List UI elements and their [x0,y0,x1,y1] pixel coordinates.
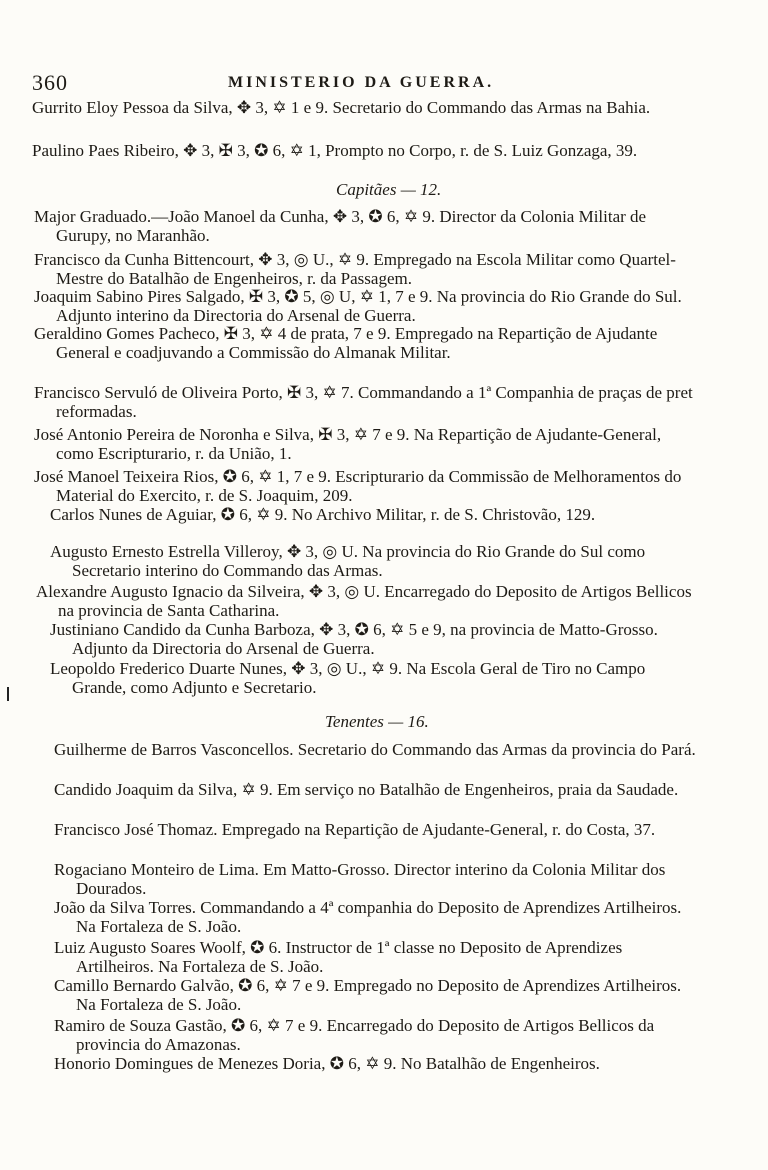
entry-jose-antonio: José Antonio Pereira de Noronha e Silva, ✠ 3, ✡ 7 e 9. Na Repartição de Ajudante-General, como Escripturario, r. da União, 1. [34,425,662,463]
entry-joao-manoel: Major Graduado.—João Manoel da Cunha, ✥ 3, ✪ 6, ✡ 9. Director da Colonia Militar de Gurupy, no Maranhão. [34,207,647,245]
entry-joao-torres: João da Silva Torres. Commandando a 4ª companhia do Deposito de Aprendizes Artilheiros. Na Fortaleza de S. João. [54,898,682,936]
entry-guilherme: Guilherme de Barros Vasconcellos. Secretario do Commando das Armas da provincia do Pará. [54,740,696,759]
entry-geraldino: Geraldino Gomes Pacheco, ✠ 3, ✡ 4 de prata, 7 e 9. Empregado na Repartição de Ajudante General e coadjuvando a Commissão do Almanak Militar. [34,324,658,362]
entry-luiz-augusto: Luiz Augusto Soares Woolf, ✪ 6. Instructor de 1ª classe no Deposito de Aprendizes Artilheiros. Na Fortaleza de S. João. [54,938,623,976]
entry-ramiro: Ramiro de Souza Gastão, ✪ 6, ✡ 7 e 9. Encarregado do Deposito de Artigos Bellicos da provincia do Amazonas. [54,1016,655,1054]
entry-camillo: Camillo Bernardo Galvão, ✪ 6, ✡ 7 e 9. Empregado no Deposito de Aprendizes Artilheiros. Na Fortaleza de S. João. [54,976,682,1014]
entry-francisco-bittencourt: Francisco da Cunha Bittencourt, ✥ 3, ◎ U., ✡ 9. Empregado na Escola Militar como Quartel-Mestre do Batalhão de Engenheiros, r. da Passagem. [34,250,676,288]
entry-leopoldo: Leopoldo Frederico Duarte Nunes, ✥ 3, ◎ U., ✡ 9. Na Escola Geral de Tiro no Campo Grande, como Adjunto e Secretario. [50,659,646,697]
section-heading-tenentes: Tenentes — 16. [325,712,429,731]
entry-honorio: Honorio Domingues de Menezes Doria, ✪ 6, ✡ 9. No Batalhão de Engenheiros. [54,1054,600,1073]
entry-joaquim-sabino: Joaquim Sabino Pires Salgado, ✠ 3, ✪ 5, ◎ U, ✡ 1, 7 e 9. Na provincia do Rio Grande do Sul. Adjunto interino da Directoria do Arsenal de Guerra. [34,287,682,325]
entry-augusto-ernesto: Augusto Ernesto Estrella Villeroy, ✥ 3, ◎ U. Na provincia do Rio Grande do Sul como Secretario interino do Commando das Armas. [50,542,646,580]
page-edge-mark [7,687,9,701]
page-number: 360 [32,70,68,95]
page-header [32,70,672,96]
entry-alexandre: Alexandre Augusto Ignacio da Silveira, ✥ 3, ◎ U. Encarregado do Deposito de Artigos Bellicos na provincia de Santa Catharina. [36,582,692,620]
entry-carlos-nunes: Carlos Nunes de Aguiar, ✪ 6, ✡ 9. No Archivo Militar, r. de S. Christovão, 129. [50,505,596,524]
section-heading-capitaes: Capitães — 12. [336,180,442,199]
entry-francisco-jose: Francisco José Thomaz. Empregado na Repartição de Ajudante-General, r. do Costa, 37. [54,820,656,839]
entry-gurrito: Gurrito Eloy Pessoa da Silva, ✥ 3, ✡ 1 e 9. Secretario do Commando das Armas na Bahia. [32,98,651,117]
entry-francisco-servulo: Francisco Servuló de Oliveira Porto, ✠ 3, ✡ 7. Commandando a 1ª Companhia de praças de pret reformadas. [34,383,693,421]
entry-candido: Candido Joaquim da Silva, ✡ 9. Em serviço no Batalhão de Engenheiros, praia da Saudade. [54,780,679,799]
entry-rogaciano: Rogaciano Monteiro de Lima. Em Matto-Grosso. Director interino da Colonia Militar dos Dourados. [54,860,666,898]
entry-paulino: Paulino Paes Ribeiro, ✥ 3, ✠ 3, ✪ 6, ✡ 1, Prompto no Corpo, r. de S. Luiz Gonzaga, 39. [32,141,638,160]
entry-jose-manoel: José Manoel Teixeira Rios, ✪ 6, ✡ 1, 7 e 9. Escripturario da Commissão de Melhoramentos do Material do Exercito, r. de S. Joaquim, 209. [34,467,682,505]
entry-justiniano: Justiniano Candido da Cunha Barboza, ✥ 3, ✪ 6, ✡ 5 e 9, na provincia de Matto-Grosso. Adjunto da Directoria do Arsenal de Guerra. [50,620,658,658]
running-title: MINISTERIO DA GUERRA. [228,74,495,91]
